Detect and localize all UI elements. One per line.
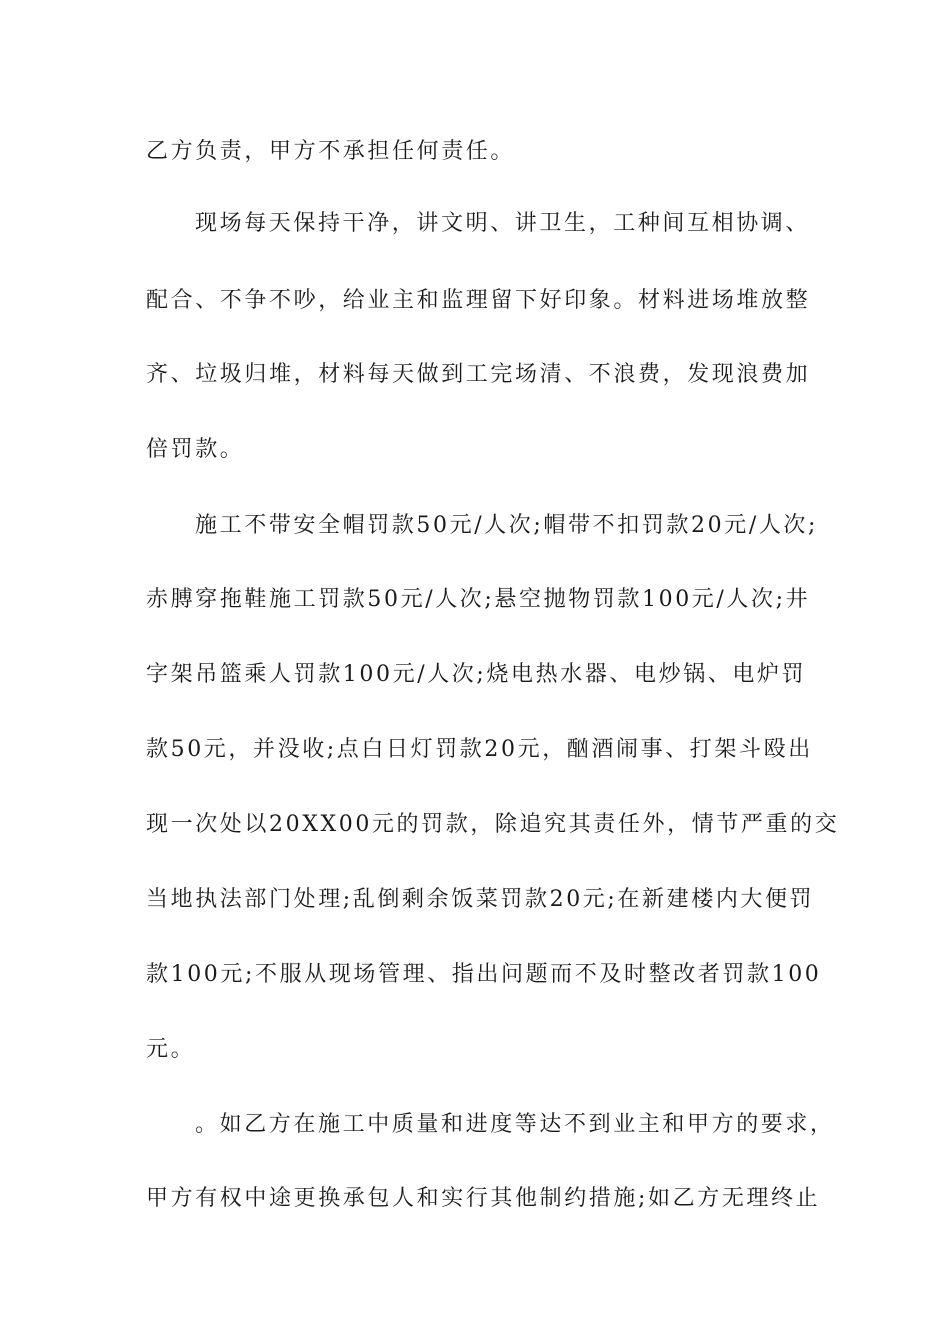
paragraph-line: 当地执法部门处理;乱倒剩余饭菜罚款20元;在新建楼内大便罚 (146, 887, 815, 912)
paragraph-line: 赤膊穿拖鞋施工罚款50元/人次;悬空抛物罚款100元/人次;井 (146, 587, 811, 612)
paragraph-line: 乙方负责，甲方不承担任何责任。 (146, 139, 516, 164)
paragraph-line: 现一次处以20XX00元的罚款，除追究其责任外，情节严重的交 (146, 812, 840, 837)
paragraph-line: 齐、垃圾归堆，材料每天做到工完场清、不浪费，发现浪费加 (146, 362, 811, 387)
paragraph-line: 款100元;不服从现场管理、指出问题而不及时整改者罚款100 (146, 962, 822, 987)
paragraph-line: 字架吊篮乘人罚款100元/人次;烧电热水器、电炒锅、电炉罚 (146, 662, 807, 687)
paragraph-line: 款50元，并没收;点白日灯罚款20元，酗酒闹事、打架斗殴出 (146, 737, 813, 762)
paragraph-line: 。如乙方在施工中质量和进度等达不到业主和甲方的要求， (195, 1112, 835, 1137)
paragraph-line: 甲方有权中途更换承包人和实行其他制约措施;如乙方无理终止 (146, 1186, 821, 1211)
paragraph-line: 元。 (146, 1037, 196, 1062)
paragraph-line: 施工不带安全帽罚款50元/人次;帽带不扣罚款20元/人次; (195, 513, 819, 538)
paragraph-line: 配合、不争不吵，给业主和监理留下好印象。材料进场堆放整 (146, 288, 811, 313)
paragraph-line: 现场每天保持干净，讲文明、讲卫生，工种间互相协调、 (195, 211, 811, 236)
paragraph-line: 倍罚款。 (146, 437, 245, 462)
